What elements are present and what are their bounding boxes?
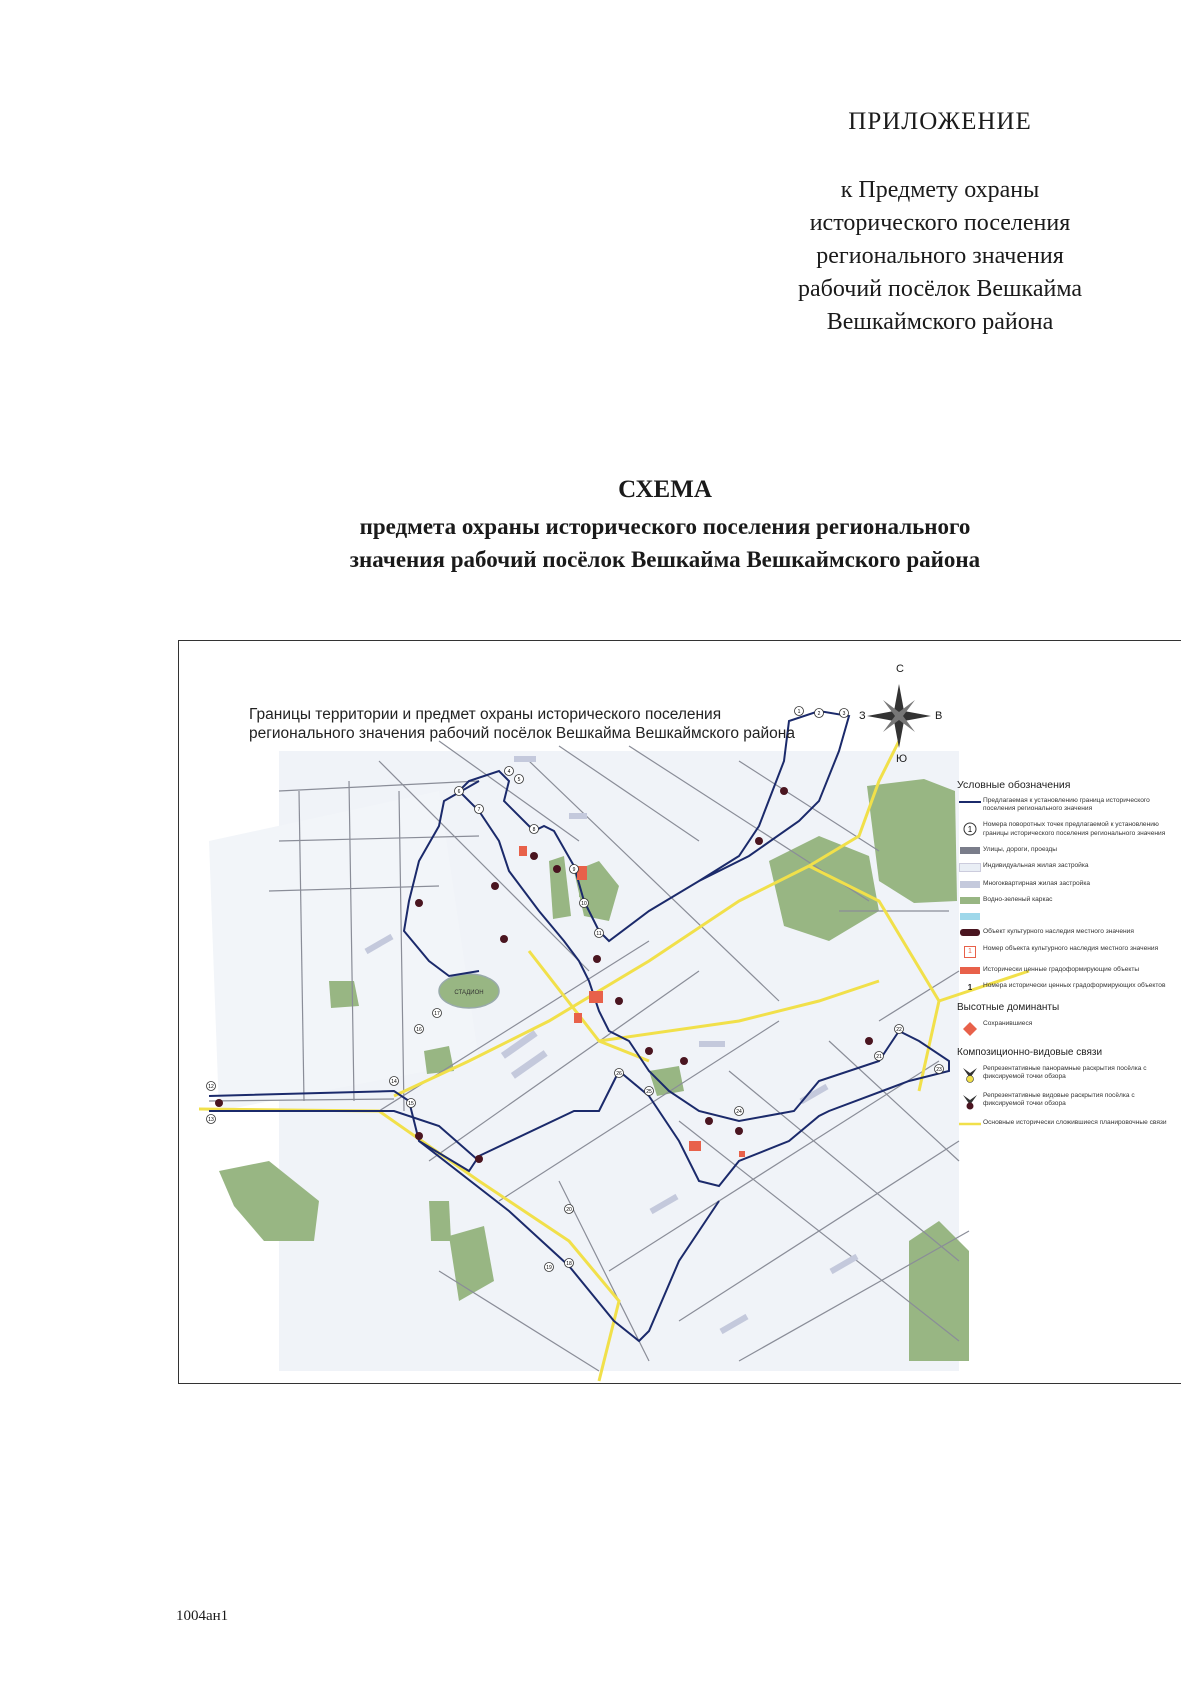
turning-point-number: 17: [434, 1011, 440, 1017]
stadium: [439, 974, 499, 1008]
turning-point-number: 12: [208, 1084, 214, 1090]
turning-point-number: 2: [817, 711, 821, 717]
heritage-number-icon: 1: [964, 946, 976, 958]
turning-point-number: 6: [457, 789, 461, 795]
appendix-line: исторического поселения: [809, 210, 1071, 236]
turning-point-number: 24: [736, 1109, 742, 1115]
turning-point-number: 4: [507, 769, 511, 775]
dominant-diamond-icon: [962, 1021, 978, 1037]
appendix-label: ПРИЛОЖЕНИЕ: [848, 108, 1032, 135]
legend-item: Водно-зеленый каркас: [957, 896, 1175, 904]
stadium-label: СТАДИОН: [454, 990, 484, 996]
legend-item: Предлагаемая к установлению граница исторического поселения регионального значения: [957, 797, 1175, 813]
map-heading: [249, 705, 859, 743]
title-sub-line: значения рабочий посёлок Вешкайма Вешкаймского района: [349, 547, 981, 572]
turning-point-icon: [963, 822, 977, 836]
boundary-line-icon: [959, 798, 981, 806]
title-main: СХЕМА: [618, 476, 712, 503]
legend-item: Исторически ценные градоформирующие объекты: [957, 966, 1175, 974]
appendix-line: к Предмету охраны: [840, 177, 1040, 203]
valuable-object-number-icon: 1: [967, 982, 973, 992]
green-swatch-icon: [960, 897, 980, 904]
apartment-housing-swatch-icon: [960, 881, 980, 888]
appendix-line: Вешкаймского района: [826, 309, 1054, 335]
turning-point-number: 18: [566, 1261, 572, 1267]
compass-labels: [859, 663, 943, 765]
legend-item: Индивидуальная жилая застройка: [957, 862, 1175, 872]
legend-item: 1 Номер объекта культурного наследия местного значения: [957, 945, 1175, 958]
turning-point-number: 20: [566, 1207, 572, 1213]
title-sub-line: предмета охраны исторического поселения регионального: [359, 514, 971, 539]
appendix-block: [740, 108, 1140, 339]
water-swatch-icon: [960, 913, 980, 920]
turning-point-number: 21: [876, 1054, 882, 1060]
map-panel: [178, 640, 1181, 1384]
turning-point-number: 5: [517, 777, 521, 783]
turning-point-number: 1: [797, 709, 801, 715]
legend-item: Многоквартирная жилая застройка: [957, 880, 1175, 888]
turning-point-number: 8: [532, 827, 536, 833]
planning-link-line-icon: [959, 1120, 981, 1128]
compass-north-label: С: [896, 663, 904, 675]
turning-point-number: 26: [616, 1071, 622, 1077]
map-heading-line: Границы территории и предмет охраны исторического поселения: [249, 706, 722, 723]
turning-point-number: 22: [896, 1027, 902, 1033]
turning-point-number: 7: [477, 807, 481, 813]
turning-point-number: 15: [408, 1101, 414, 1107]
view-point-icon: [961, 1093, 979, 1111]
turning-point-number: 23: [936, 1067, 942, 1073]
individual-housing-swatch-icon: [959, 863, 981, 872]
legend-item: Основные исторически сложившиеся планировочные связи: [957, 1119, 1175, 1128]
compass-west-label: З: [859, 710, 866, 722]
street-swatch-icon: [960, 847, 980, 854]
legend-item: [957, 912, 1175, 920]
legend-item: 1 Номера поворотных точек предлагаемой к установлению границы исторического поселения регионального значения: [957, 821, 1175, 837]
map-legend: [957, 779, 1175, 1136]
legend-item: 1 Номера исторически ценных градоформирующих объектов: [967, 981, 1166, 992]
appendix-line: регионального значения: [816, 243, 1064, 269]
turning-point-number: 19: [546, 1265, 552, 1271]
compass-east-label: В: [935, 710, 943, 722]
legend-links-title: Композиционно-видовые связи: [957, 1046, 1103, 1058]
svg-text:1: 1: [967, 825, 973, 835]
legend-item: Репрезентативные видовые раскрытия посёлка с фиксируемой точки обзора: [957, 1092, 1175, 1111]
map-heading-line: регионального значения рабочий посёлок Вешкайма Вешкаймского района: [249, 725, 795, 742]
turning-point-number: 11: [596, 931, 602, 937]
turning-point-number: 13: [208, 1117, 214, 1123]
turning-point-number: 10: [581, 901, 587, 907]
turning-point-number: 25: [646, 1089, 652, 1095]
compass-south-label: Ю: [896, 753, 908, 765]
valuable-object-swatch-icon: [960, 967, 980, 974]
legend-item: Репрезентативные панорамные раскрытия посёлка с фиксируемой точки обзора: [957, 1065, 1175, 1084]
turning-point-number: 14: [391, 1079, 397, 1085]
document-title: [160, 476, 1170, 576]
turning-point-number: 9: [572, 867, 576, 873]
legend-item: Объект культурного наследия местного значения: [957, 928, 1175, 936]
legend-item: Сохранившиеся: [957, 1020, 1175, 1037]
panorama-viewpoint-icon: [961, 1066, 979, 1084]
turning-point-number: 16: [416, 1027, 422, 1033]
legend-title: Условные обозначения: [957, 779, 1071, 791]
heritage-swatch-icon: [960, 929, 980, 936]
appendix-line: рабочий посёлок Вешкайма: [798, 276, 1082, 302]
document-code: 1004ан1: [176, 1608, 229, 1624]
turning-point-number: 3: [842, 711, 846, 717]
legend-item: Улицы, дороги, проезды: [957, 846, 1175, 854]
legend-dominants-title: Высотные доминанты: [957, 1001, 1060, 1013]
